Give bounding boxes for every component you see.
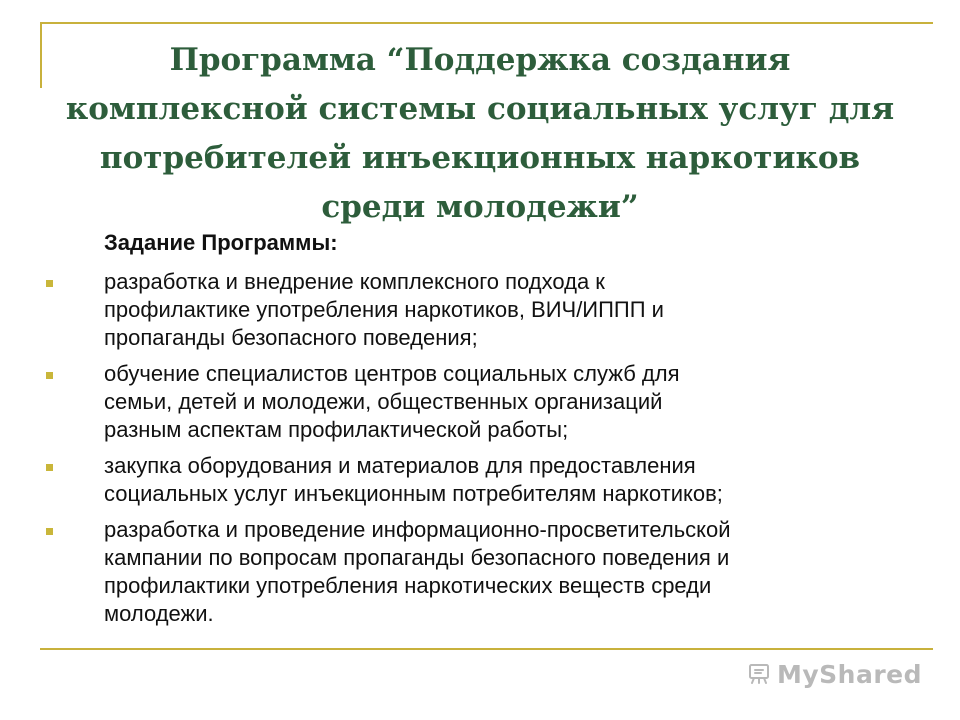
bullet-line: обучение специалистов центров социальных служб для: [104, 361, 680, 386]
square-bullet-icon: [46, 372, 53, 379]
myshared-watermark: [747, 654, 922, 694]
bullet-item-procurement: [42, 452, 922, 508]
bullet-text: [104, 360, 922, 444]
bullet-line: профилактики употребления наркотических веществ среди: [104, 573, 712, 598]
bullet-line: разработка и проведение информационно-просветительской: [104, 517, 731, 542]
title-line-1: Программа “Поддержка создания: [169, 42, 791, 78]
bullet-list: [42, 268, 922, 628]
bullet-text: [104, 452, 922, 508]
bullet-line: кампании по вопросам пропаганды безопасного поведения и: [104, 545, 730, 570]
slide-content: [42, 228, 922, 636]
bullet-line: пропаганды безопасного поведения;: [104, 325, 478, 350]
bullet-line: семьи, детей и молодежи, общественных организаций: [104, 389, 663, 414]
title-line-2: комплексной системы социальных услуг для: [65, 91, 895, 127]
watermark-text: MyShared: [776, 659, 922, 689]
task-heading: Задание Программы:: [104, 230, 338, 255]
bullet-item-campaign: [42, 516, 922, 628]
left-decorative-rule: [40, 22, 42, 88]
square-bullet-icon: [46, 464, 53, 471]
square-bullet-icon: [46, 280, 53, 287]
top-decorative-rule: [40, 22, 933, 24]
presentation-board-icon: [747, 662, 771, 686]
bullet-line: социальных услуг инъекционным потребителям наркотиков;: [104, 481, 723, 506]
square-bullet-icon: [46, 528, 53, 535]
bullet-line: разным аспектам профилактической работы;: [104, 417, 569, 442]
slide-title: [60, 36, 900, 232]
title-line-3: потребителей инъекционных наркотиков: [99, 140, 861, 176]
title-line-4: среди молодежи”: [321, 189, 639, 225]
bullet-line: закупка оборудования и материалов для предоставления: [104, 453, 696, 478]
bullet-line: молодежи.: [104, 601, 214, 626]
bullet-text: [104, 516, 922, 628]
bullet-text: [104, 268, 922, 352]
bullet-item-development: [42, 268, 922, 352]
bottom-decorative-rule: [40, 648, 933, 650]
bullet-line: профилактике употребления наркотиков, ВИЧ/ИППП и: [104, 297, 664, 322]
bullet-line: разработка и внедрение комплексного подхода к: [104, 269, 605, 294]
bullet-item-training: [42, 360, 922, 444]
